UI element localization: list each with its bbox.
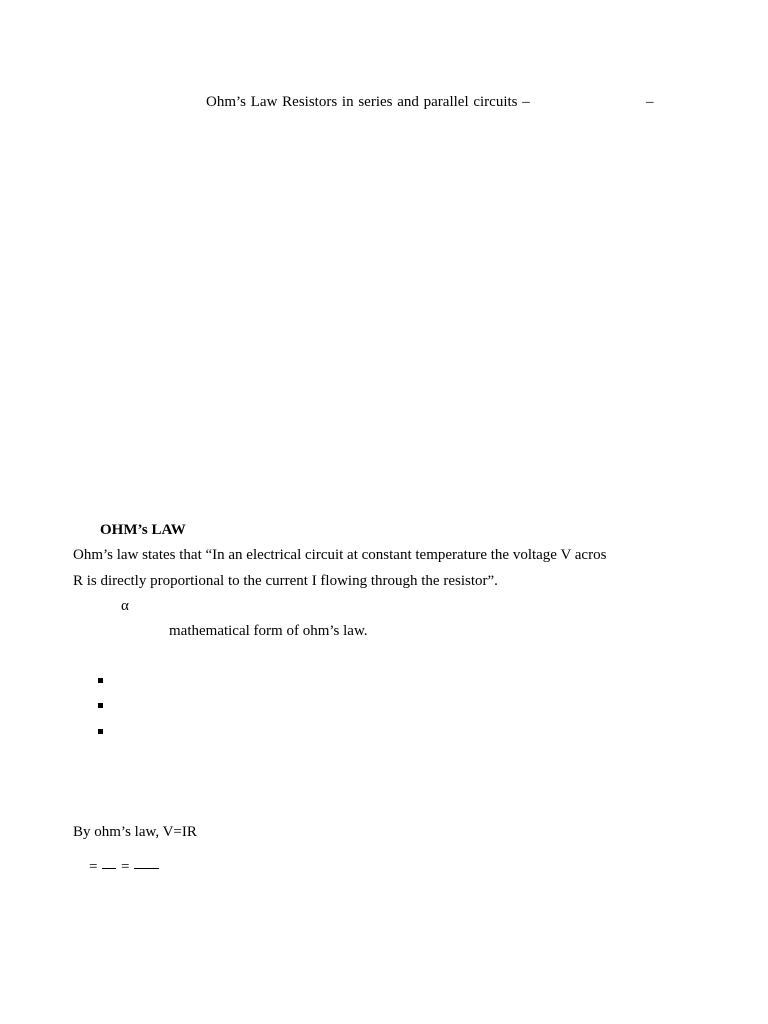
math-form-caption: mathematical form of ohm’s law. (169, 623, 368, 639)
page-header-title: Ohm’s Law Resistors in series and parallel circuits – (206, 94, 530, 110)
equals-sign: = (121, 859, 130, 875)
definition-paragraph-line-1: Ohm’s law states that “In an electrical circuit at constant temperature the voltage V acros (73, 547, 607, 563)
bullet-square-icon (98, 703, 103, 708)
proportional-symbol: α (121, 598, 129, 614)
bullet-square-icon (98, 678, 103, 683)
equation-row (89, 860, 169, 874)
bullet-square-icon (98, 729, 103, 734)
section-heading-ohms-law: OHM’s LAW (100, 522, 186, 538)
fraction-bar (102, 868, 116, 869)
derivation-line: By ohm’s law, V=IR (73, 824, 197, 840)
definition-paragraph-line-2: R is directly proportional to the current I flowing through the resistor”. (73, 573, 498, 589)
fraction-bar (134, 868, 159, 869)
page-header-dash: – (646, 94, 654, 110)
equals-sign: = (89, 859, 98, 875)
